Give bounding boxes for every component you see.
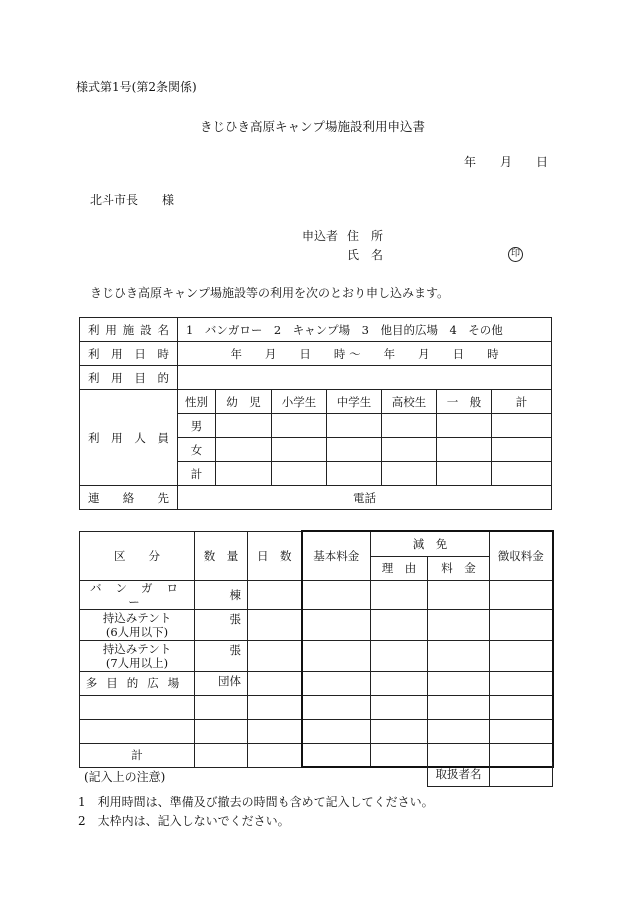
handler-field[interactable] [490, 762, 553, 786]
cell[interactable] [216, 414, 272, 438]
contact-label: 連絡先 [80, 486, 178, 510]
cell[interactable] [492, 462, 552, 486]
cell[interactable] [248, 743, 302, 767]
header-elementary: 小学生 [272, 390, 327, 414]
reduction-header: 減 免 [371, 531, 490, 556]
unit-tent-large: 張 [195, 640, 248, 671]
cell[interactable] [371, 695, 428, 719]
seal-mark [508, 245, 523, 262]
cell[interactable] [382, 414, 437, 438]
days-header: 日 数 [248, 531, 302, 580]
cell[interactable] [327, 438, 382, 462]
cell[interactable] [195, 743, 248, 767]
cell[interactable] [272, 438, 327, 462]
cell[interactable] [428, 580, 490, 609]
row-bungalow: バンガロー [80, 580, 195, 609]
datetime-label: 利用日時 [80, 342, 178, 366]
cell[interactable] [302, 580, 371, 609]
cell[interactable] [428, 695, 490, 719]
cell[interactable] [327, 462, 382, 486]
row-plaza: 多目的広場 [80, 671, 195, 695]
reason-header: 理 由 [371, 556, 428, 580]
cell[interactable] [272, 414, 327, 438]
row-tent-large: 持込みテント (7人用以上) [80, 640, 195, 671]
addressee: 北斗市長 様 [90, 193, 175, 207]
purpose-label: 利用目的 [80, 366, 178, 390]
cell[interactable] [248, 719, 302, 743]
note-item: 1 利用時間は、準備及び撤去の時間も含めて記入してください。 [78, 795, 434, 809]
cell[interactable] [490, 609, 553, 640]
name-label: 氏 名 [347, 248, 384, 262]
cell[interactable] [302, 640, 371, 671]
header-total: 計 [492, 390, 552, 414]
cell[interactable] [428, 671, 490, 695]
fee-table [79, 530, 554, 768]
cell[interactable] [437, 462, 492, 486]
notes-title: (記入上の注意) [84, 770, 166, 784]
cell[interactable] [248, 640, 302, 671]
unit-blank[interactable] [195, 719, 248, 743]
cell[interactable] [382, 462, 437, 486]
datetime-value[interactable]: 年 月 日 時 〜 年 月 日 時 [178, 342, 552, 366]
seal-label: 印 [508, 247, 523, 262]
date-month: 月 [500, 155, 513, 169]
facility-options[interactable]: 1 バンガロー 2 キャンプ場 3 他目的広場 4 その他 [178, 318, 552, 342]
total-label: 計 [80, 743, 195, 767]
cell[interactable] [248, 609, 302, 640]
cell[interactable] [382, 438, 437, 462]
cell[interactable] [248, 580, 302, 609]
cell[interactable] [371, 609, 428, 640]
intro-text: きじひき高原キャンプ場施設等の利用を次のとおり申し込みます。 [90, 286, 450, 300]
cell[interactable] [428, 719, 490, 743]
phone-label[interactable]: 電話 [178, 486, 552, 510]
cell[interactable] [437, 414, 492, 438]
cell[interactable] [437, 438, 492, 462]
date-year: 年 [464, 155, 477, 169]
facility-label: 利用施設名 [80, 318, 178, 342]
header-infant: 幼 児 [216, 390, 272, 414]
row-male: 男 [178, 414, 216, 438]
cell[interactable] [216, 438, 272, 462]
cell[interactable] [248, 695, 302, 719]
page-title: きじひき高原キャンプ場施設利用申込書 [200, 119, 426, 134]
row-female: 女 [178, 438, 216, 462]
header-high-school: 高校生 [382, 390, 437, 414]
cell[interactable] [490, 671, 553, 695]
cell[interactable] [492, 414, 552, 438]
cell[interactable] [371, 719, 428, 743]
usage-table [79, 317, 552, 510]
cell[interactable] [302, 609, 371, 640]
unit-plaza: 団体 [195, 671, 248, 695]
cell[interactable] [302, 743, 371, 767]
cell[interactable] [272, 462, 327, 486]
cell[interactable] [490, 719, 553, 743]
header-junior-high: 中学生 [327, 390, 382, 414]
cell[interactable] [428, 640, 490, 671]
cell[interactable] [371, 671, 428, 695]
cell[interactable] [248, 671, 302, 695]
category-header: 区 分 [80, 531, 195, 580]
cell[interactable] [302, 695, 371, 719]
form-number: 様式第1号(第2条関係) [76, 80, 197, 94]
date-day: 日 [536, 155, 549, 169]
cell[interactable] [371, 743, 428, 767]
row-tent-small: 持込みテント (6人用以下) [80, 609, 195, 640]
address-label: 住 所 [347, 229, 384, 243]
purpose-field[interactable] [178, 366, 552, 390]
base-fee-header: 基本料金 [302, 531, 371, 580]
cell[interactable] [302, 671, 371, 695]
note-item: 2 太枠内は、記入しないでください。 [78, 814, 290, 828]
cell[interactable] [302, 719, 371, 743]
cell[interactable] [492, 438, 552, 462]
cell[interactable] [371, 580, 428, 609]
unit-tent-small: 張 [195, 609, 248, 640]
header-sex: 性別 [178, 390, 216, 414]
unit-bungalow: 棟 [195, 580, 248, 609]
fee-header: 料 金 [428, 556, 490, 580]
handler-table [427, 762, 553, 787]
quantity-header: 数 量 [195, 531, 248, 580]
cell[interactable] [428, 609, 490, 640]
row-blank[interactable] [80, 719, 195, 743]
collected-header: 徴収料金 [490, 531, 553, 580]
row-blank[interactable] [80, 695, 195, 719]
applicant-label: 申込者 [302, 229, 339, 243]
cell[interactable] [327, 414, 382, 438]
row-total: 計 [178, 462, 216, 486]
cell[interactable] [216, 462, 272, 486]
users-label: 利用人員 [80, 390, 178, 486]
cell[interactable] [490, 695, 553, 719]
unit-blank[interactable] [195, 695, 248, 719]
cell[interactable] [490, 580, 553, 609]
header-general: 一 般 [437, 390, 492, 414]
cell[interactable] [371, 640, 428, 671]
cell[interactable] [490, 640, 553, 671]
handler-label: 取扱者名 [428, 762, 490, 786]
